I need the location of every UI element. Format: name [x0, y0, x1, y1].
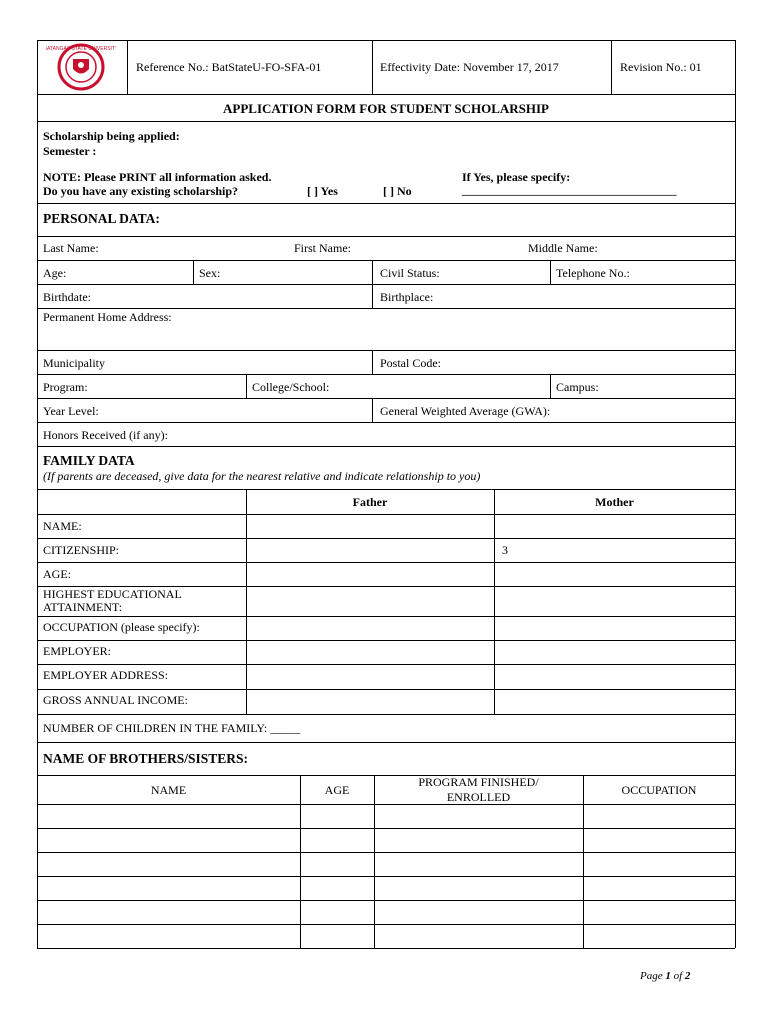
siblings-col-age: AGE [324, 783, 350, 797]
family-data-heading: FAMILY DATA [43, 453, 135, 468]
program-field[interactable]: Program: [43, 380, 88, 394]
home-address-field[interactable]: Permanent Home Address: [43, 310, 172, 324]
family-row-label: EMPLOYER ADDRESS: [43, 668, 169, 682]
note-text: NOTE: Please PRINT all information asked. [43, 170, 272, 184]
mother-column-header: Mother [595, 495, 634, 509]
mother-citizenship-value[interactable]: 3 [502, 543, 508, 557]
page-title: APPLICATION FORM FOR STUDENT SCHOLARSHIP [223, 101, 549, 116]
existing-scholarship-question: Do you have any existing scholarship? [43, 184, 239, 198]
siblings-col-name: NAME [150, 783, 187, 797]
middle-name-field[interactable]: Middle Name: [528, 241, 598, 255]
siblings-col-program: PROGRAM FINISHED/ [418, 775, 539, 789]
age-field[interactable]: Age: [43, 266, 67, 280]
birthdate-field[interactable]: Birthdate: [43, 290, 91, 304]
no-checkbox[interactable]: [ ] No [383, 184, 412, 198]
page-number: Page 1 of 2 [640, 970, 691, 982]
birthplace-field[interactable]: Birthplace: [380, 290, 434, 304]
family-row-label: ATTAINMENT: [43, 600, 123, 614]
svg-text:BATANGAS STATE UNIVERSITY: BATANGAS STATE UNIVERSITY [46, 46, 116, 52]
last-name-field[interactable]: Last Name: [43, 241, 99, 255]
siblings-col-program: ENROLLED [446, 790, 511, 804]
reference-no: Reference No.: BatStateU-FO-SFA-01 [136, 60, 322, 74]
revision-no: Revision No.: 01 [620, 60, 702, 74]
university-seal-logo [46, 42, 116, 92]
campus-field[interactable]: Campus: [556, 380, 599, 394]
family-data-subheading: (If parents are deceased, give data for the nearest relative and indicate relationship to you) [43, 469, 481, 483]
family-row-label: NAME: [43, 519, 82, 533]
personal-data-heading: PERSONAL DATA: [43, 211, 160, 226]
year-level-field[interactable]: Year Level: [43, 404, 99, 418]
civil-status-field[interactable]: Civil Status: [380, 266, 440, 280]
scholarship-applied-label: Scholarship being applied: [43, 129, 180, 143]
siblings-heading: NAME OF BROTHERS/SISTERS: [43, 751, 249, 766]
family-row-label: HIGHEST EDUCATIONAL [43, 587, 182, 601]
yes-checkbox[interactable]: [ ] Yes [307, 184, 338, 198]
family-row-label: AGE: [43, 567, 71, 581]
gwa-field[interactable]: General Weighted Average (GWA): [380, 404, 551, 418]
first-name-field[interactable]: First Name: [294, 241, 351, 255]
sex-field[interactable]: Sex: [199, 266, 221, 280]
municipality-field[interactable]: Municipality [43, 356, 105, 370]
college-field[interactable]: College/School: [252, 380, 330, 394]
if-yes-label: If Yes, please specify: [462, 170, 571, 184]
children-count-field[interactable]: NUMBER OF CHILDREN IN THE FAMILY: _____ [43, 721, 301, 735]
family-row-label: GROSS ANNUAL INCOME: [43, 693, 188, 707]
semester-label: Semester : [43, 144, 97, 158]
if-yes-line[interactable]: _______________________________________ [462, 185, 677, 197]
family-row-label: CITIZENSHIP: [43, 543, 119, 557]
family-row-label: OCCUPATION (please specify): [43, 620, 200, 634]
father-column-header: Father [352, 495, 388, 509]
honors-field[interactable]: Honors Received (if any): [43, 428, 168, 442]
telephone-field[interactable]: Telephone No.: [556, 266, 630, 280]
postal-code-field[interactable]: Postal Code: [380, 356, 442, 370]
siblings-col-occupation: OCCUPATION [621, 783, 697, 797]
effectivity-date: Effectivity Date: November 17, 2017 [380, 60, 559, 74]
family-row-label: EMPLOYER: [43, 644, 112, 658]
